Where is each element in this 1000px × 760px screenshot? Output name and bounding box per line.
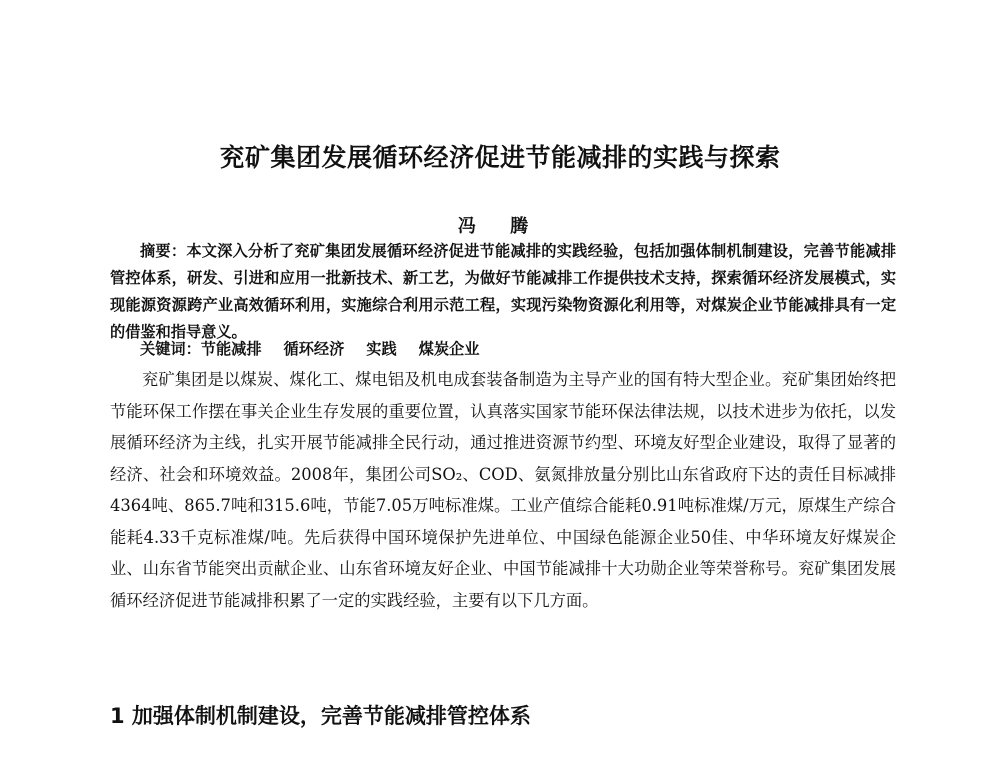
keyword-item: 煤炭企业 <box>418 340 480 358</box>
body-paragraph: 兖矿集团是以煤炭、煤化工、煤电铝及机电成套装备制造为主导产业的国有特大型企业。兖矿集团始终把节能环保工作摆在事关企业生存发展的重要位置，认真落实国家节能环保法律法规，以技术进步为依托，以发展循环经济为主线，扎实开展节能减排全民行动，通过推进资源节约型、环境友好型企业建设，取得了显著的经济、社会和环境效益。2008年，集团公司SO₂、COD、氨氮排放量分别比山东省政府下达的责任目标减排4364吨、865.7吨和315.6吨，节能7.05万吨标准煤。工业产值综合能耗0.91吨标准煤/万元，原煤生产综合能耗4.33千克标准煤/吨。先后获得中国环境保护先进单位、中国绿色能源企业50佳、中华环境友好煤炭企业、山东省节能突出贡献企业、山东省环境友好企业、中国节能减排十大功勋企业等荣誉称号。兖矿集团发展循环经济促进节能减排积累了一定的实践经验，主要有以下几方面。 <box>110 370 896 610</box>
keywords-block <box>140 338 501 359</box>
author-name: 冯 腾 <box>457 216 543 237</box>
abstract-text: 本文深入分析了兖矿集团发展循环经济促进节能减排的实践经验，包括加强体制机制建设，完善节能减排管控体系，研发、引进和应用一批新技术、新工艺，为做好节能减排工作提供技术支持，探索循环经济发展模式，实现能源资源跨产业高效循环利用，实施综合利用示范工程，实现污染物资源化利用等，对煤炭企业节能减排具有一定的借鉴和指导意义。 <box>110 242 897 341</box>
abstract-block <box>110 238 896 346</box>
section-heading: 1 加强体制机制建设，完善节能减排管控体系 <box>110 704 531 728</box>
paper-title: 兖矿集团发展循环经济促进节能减排的实践与探索 <box>219 143 781 172</box>
keyword-item: 实践 <box>366 340 397 358</box>
abstract-label: 摘要： <box>140 242 187 260</box>
keyword-item: 节能减排 <box>200 340 262 358</box>
keyword-item: 循环经济 <box>283 340 345 358</box>
keywords-label: 关键词： <box>140 340 201 358</box>
